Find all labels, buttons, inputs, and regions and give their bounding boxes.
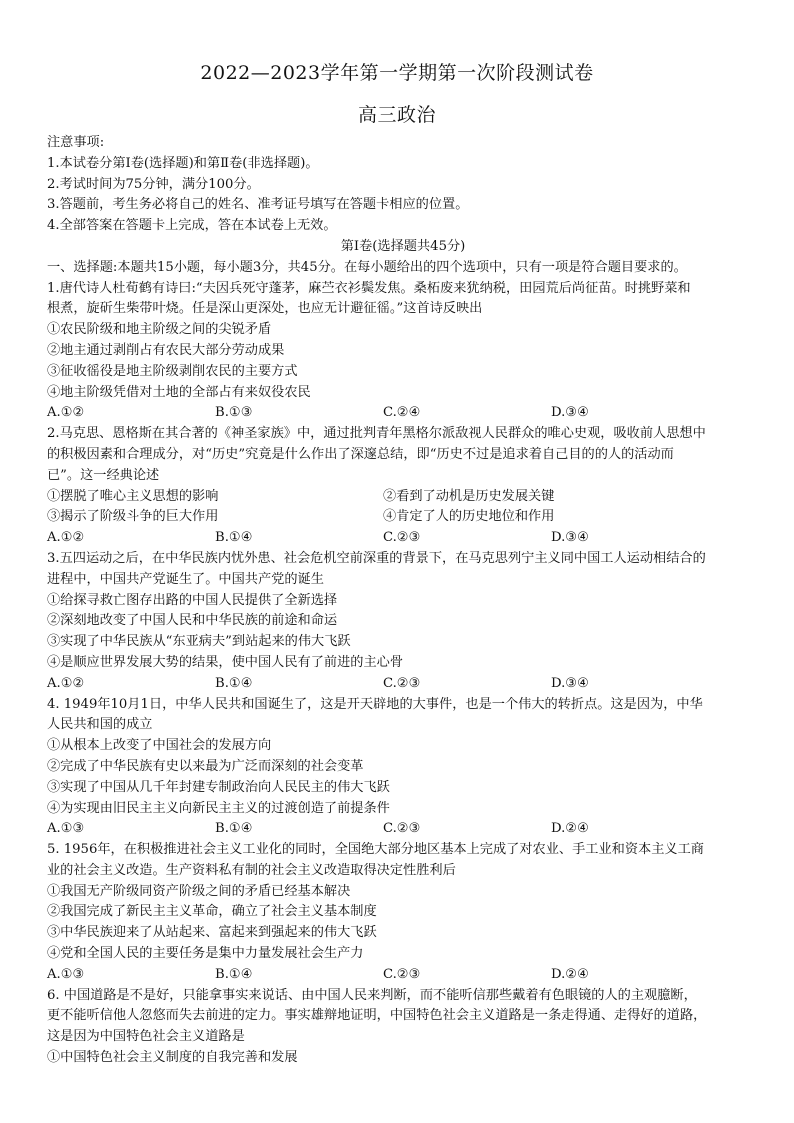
question-stem-line: 5. 1956年，在积极推进社会主义工业化的同时，全国绝大部分地区基本上完成了对农业、手工业和资本主义工商: [47, 842, 704, 858]
statement: ①从根本上改变了中国社会的发展方向: [47, 738, 272, 754]
option-a[interactable]: A.①②: [47, 530, 85, 546]
question-stem-line: 进程中，中国共产党诞生了。中国共产党的诞生: [47, 571, 324, 587]
option-b[interactable]: B.①④: [215, 530, 253, 546]
question-stem-line: 更不能听信他人忽悠而失去前进的定力。事实雄辩地证明，中国特色社会主义道路是一条走得通、走得好的道路，: [47, 1008, 707, 1024]
statement: ②完成了中华民族有史以来最为广泛而深刻的社会变革: [47, 758, 364, 774]
option-d[interactable]: D.③④: [551, 530, 589, 546]
option-b[interactable]: B.①④: [215, 966, 253, 982]
answer-options: [47, 528, 759, 549]
notice-item: 1.本试卷分第Ⅰ卷(选择题)和第Ⅱ卷(非选择题)。: [47, 155, 319, 171]
statement: ④是顺应世界发展大势的结果，使中国人民有了前进的主心骨: [47, 654, 404, 670]
statement-row: [47, 507, 759, 528]
statement: ②看到了动机是历史发展关键: [383, 488, 555, 504]
option-b[interactable]: B.①④: [215, 675, 253, 691]
question-stem-line: 3.五四运动之后，在中华民族内忧外患、社会危机空前深重的背景下，在马克思列宁主义同中国工人运动相结合的: [47, 550, 706, 566]
option-b[interactable]: B.①④: [215, 821, 253, 837]
statement: ①中国特色社会主义制度的自我完善和发展: [47, 1050, 298, 1066]
statement: ④为实现由旧民主主义向新民主主义的过渡创造了前提条件: [47, 800, 390, 816]
question-stem-line: 6. 中国道路是不是好，只能拿事实来说话、由中国人民来判断，而不能听信那些戴着有色眼镜的人的主观臆断，: [47, 987, 697, 1003]
option-d[interactable]: D.③④: [551, 405, 589, 421]
question-stem-line: 已”。这一经典论述: [47, 467, 160, 483]
question-stem-line: 4. 1949年10月1日，中华人民共和国诞生了，这是开天辟地的大事件，也是一个伟大的转折点。这是因为，中华: [47, 696, 703, 712]
statement: ④肯定了人的历史地位和作用: [383, 509, 555, 525]
exam-content: [47, 133, 759, 1069]
statement: ①摆脱了唯心主义思想的影响: [47, 488, 219, 504]
option-c[interactable]: C.②③: [383, 530, 421, 546]
statement: ③征收徭役是地主阶级剥削农民的主要方式: [47, 363, 298, 379]
answer-options: [47, 403, 759, 424]
statement: ②地主通过剥削占有农民大部分劳动成果: [47, 342, 285, 358]
statement: ④地主阶级凭借对土地的全部占有来奴役农民: [47, 384, 311, 400]
statement: ③实现了中国从几千年封建专制政治向人民民主的伟大飞跃: [47, 779, 390, 795]
subject-title: 高三政治: [357, 104, 436, 126]
option-d[interactable]: D.②④: [551, 966, 589, 982]
question-stem-line: 的积极因素和合理成分，对“历史”究竟是什么作出了深邃总结，即“历史不过是追求着自己目的的人的活动而: [47, 446, 674, 462]
exam-title: 2022—2023学年第一学期第一次阶段测试卷: [200, 62, 594, 84]
option-c[interactable]: C.②④: [383, 405, 421, 421]
statement: ①给探寻救亡图存出路的中国人民提供了全新选择: [47, 592, 338, 608]
question-stem-line: 2.马克思、恩格斯在其合著的《神圣家族》中，通过批判青年黑格尔派敌视人民群众的唯心史观，吸收前人思想中: [47, 426, 706, 442]
section-instruction: 一、选择题:本题共15小题，每小题3分，共45分。在每小题给出的四个选项中，只有一项是符合题目要求的。: [47, 259, 687, 275]
option-d[interactable]: D.②④: [551, 821, 589, 837]
option-b[interactable]: B.①③: [215, 405, 253, 421]
option-c[interactable]: C.②③: [383, 675, 421, 691]
option-a[interactable]: A.①②: [47, 405, 85, 421]
option-c[interactable]: C.②③: [383, 966, 421, 982]
notice-item: 4.全部答案在答题卡上完成，答在本试卷上无效。: [47, 218, 337, 234]
answer-options: [47, 965, 759, 986]
statement: ①我国无产阶级同资产阶级之间的矛盾已经基本解决: [47, 883, 351, 899]
option-a[interactable]: A.①③: [47, 821, 85, 837]
statement: ④党和全国人民的主要任务是集中力量发展社会生产力: [47, 946, 364, 962]
notice-item: 3.答题前，考生务必将自己的姓名、准考证号填写在答题卡相应的位置。: [47, 197, 469, 213]
question-stem-line: 1.唐代诗人杜荀鹤有诗曰:“夫因兵死守蓬茅，麻苎衣衫鬓发焦。桑柘废来犹纳税，田园荒后尚征苗。时挑野菜和: [47, 280, 691, 296]
option-a[interactable]: A.①③: [47, 966, 85, 982]
statement: ②我国完成了新民主主义革命，确立了社会主义基本制度: [47, 904, 377, 920]
answer-options: [47, 674, 759, 695]
statement: ③中华民族迎来了从站起来、富起来到强起来的伟大飞跃: [47, 925, 377, 941]
notice-heading: 注意事项:: [47, 135, 105, 150]
option-a[interactable]: A.①②: [47, 675, 85, 691]
statement: ②深刻地改变了中国人民和中华民族的前途和命运: [47, 613, 338, 629]
answer-options: [47, 819, 759, 840]
statement: ③实现了中华民族从“东亚病夫”到站起来的伟大飞跃: [47, 634, 351, 650]
notice-item: 2.考试时间为75分钟，满分100分。: [47, 176, 260, 192]
section-title: 第Ⅰ卷(选择题共45分): [340, 238, 466, 254]
statement: ③揭示了阶级斗争的巨大作用: [47, 509, 219, 525]
option-c[interactable]: C.②③: [383, 821, 421, 837]
statement: ①农民阶级和地主阶级之间的尖锐矛盾: [47, 322, 272, 338]
option-d[interactable]: D.③④: [551, 675, 589, 691]
question-stem-line: 人民共和国的成立: [47, 717, 153, 733]
question-stem-line: 根煮，旋斫生柴带叶烧。任是深山更深处，也应无计避征徭。”这首诗反映出: [47, 301, 483, 317]
question-stem-line: 这是因为中国特色社会主义道路是: [47, 1029, 245, 1045]
statement-row: [47, 487, 759, 508]
question-stem-line: 业的社会主义改造。生产资料私有制的社会主义改造取得决定性胜利后: [47, 862, 456, 878]
